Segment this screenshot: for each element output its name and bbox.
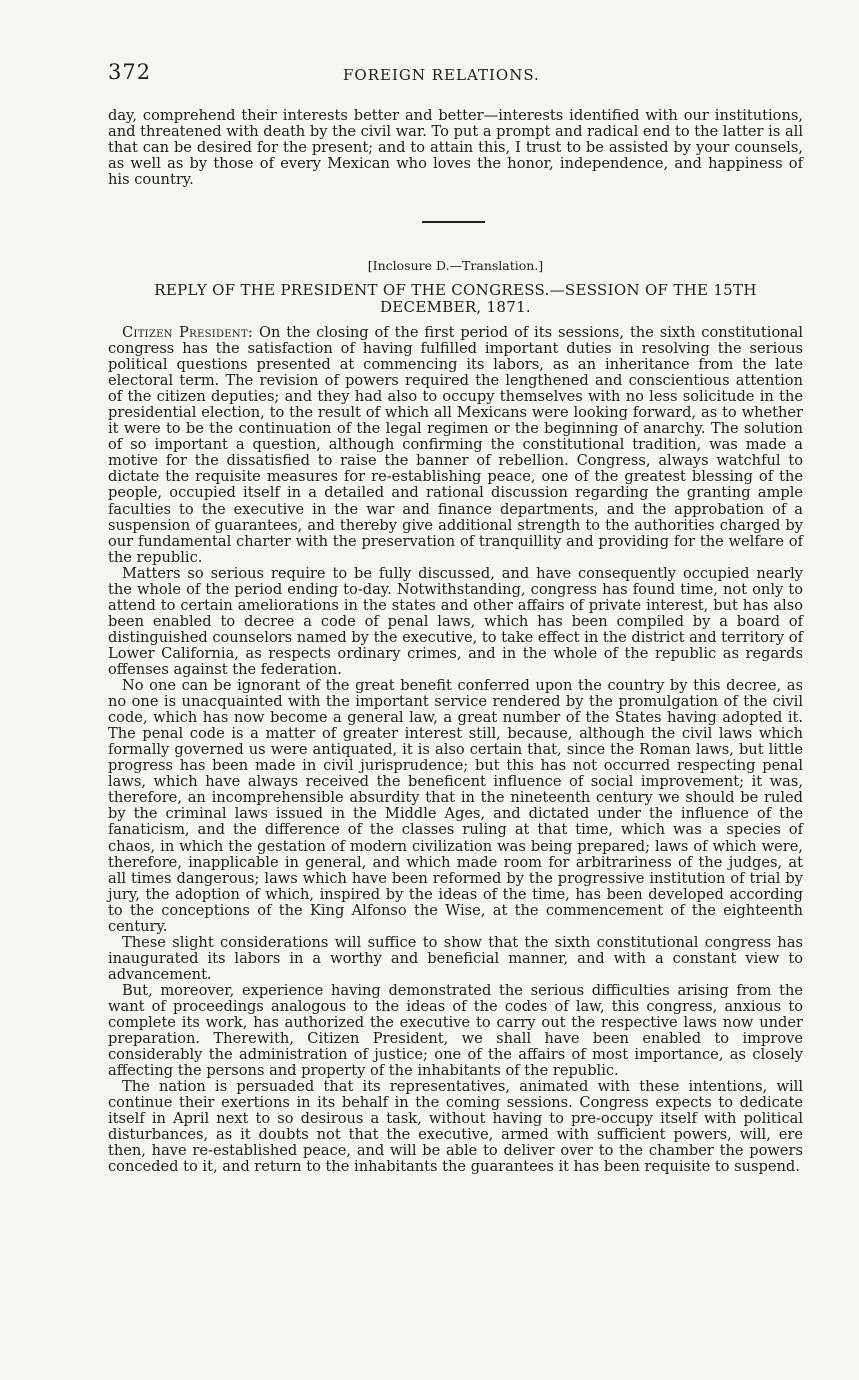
page-number: 372 [108,60,152,84]
body-paragraph-1 [108,325,803,566]
section-divider [422,221,485,223]
intro-paragraph: day, comprehend their interests better and better—interests identified with our institutions, and threatened with death by the civil war. To put a prompt and radical end to the latter is all that can be desired for the present; and to attain this, I trust to be assisted by your counsels, as well as by those of every Mexican who loves the honor, independence, and happiness of his country. [108,107,803,189]
body-text [108,325,803,1175]
running-head: FOREIGN RELATIONS. [343,66,540,84]
body-paragraph-3: No one can be ignorant of the great benefit conferred upon the country by this decree, as no one is unacquainted with the important service rendered by the promulgation of the civil code, which has now become a general law, a great number of the States having adopted it. The penal code is a matter of greater interest still, because, although the civil laws which formally governed us were antiquated, it is also certain that, since the Roman laws, but little progress has been made in civil jurisprudence; but this has not occurred respecting penal laws, which have always received the beneficent influence of social improvement; it was, therefore, an incomprehensible absurdity that in the nineteenth century we should be ruled by the criminal laws issued in the Middle Ages, and dictated under the influence of the fanaticism, and the difference of the classes ruling at that time, which was a species of chaos, in which the gestation of modern civilization was being prepared; laws of which were, therefore, inapplicable in general, and which made room for arbitrariness of the judges, at all times dangerous; laws which have been reformed by the progressive institution of trial by jury, the adoption of which, inspired by the ideas of the time, has been developed according to the conceptions of the King Alfonso the Wise, at the commencement of the eighteenth century. [108,677,803,935]
body-paragraph-1-text: On the closing of the first period of its sessions, the sixth constitutional congress has the satisfaction of having fulfilled important duties in resolving the serious political questions presented at commencing its labors, as an inheritance from the late electoral term. The revision of powers required the lengthened and conscientious attention of the citizen deputies; and they had also to occupy themselves with no less solicitude in the presidential election, to the result of which all Mexicans were looking forward, as to whether it were to be the continuation of the legal regimen or the beginning of anarchy. The solution of so important a question, although confirming the constitutional tradition, was made a motive for the dissatisfied to raise the banner of rebellion. Congress, always watchful to dictate the requisite measures for re-establishing peace, one of the greatest blessing of the people, occupied itself in a detailed and rational discussion regarding the granting ample faculties to the executive in the war and finance departments, and the approbation of a suspension of guarantees, and thereby give additional strength to the authorities charged by our fundamental charter with the preservation of tranquillity and providing for the welfare of the republic. [108,324,804,566]
inclosure-label: [Inclosure D.—Translation.] [367,258,544,273]
body-paragraph-6: The nation is persuaded that its representatives, animated with these intentions, will continue their exertions in its behalf in the coming sessions. Congress expects to dedicate itself in April next to so desirous a task, without having to pre-occupy itself with political disturbances, as it doubts not that the executive, armed with sufficient powers, will, ere then, have re-established peace, and will be able to deliver over to the chamber the powers conceded to it, and return to the inhabitants the guarantees it has been requisite to suspend. [108,1078,803,1176]
body-paragraph-4: These slight considerations will suffice to show that the sixth constitutional congress has inaugurated its labors in a worthy and beneficial manner, and with a constant view to advancement. [108,933,803,983]
page-header [108,60,803,90]
document-title: REPLY OF THE PRESIDENT OF THE CONGRESS.—SESSION OF THE 15TH DECEMBER, 1871. [154,281,757,316]
body-paragraph-5: But, moreover, experience having demonstrated the serious difficulties arising from the want of proceedings analogous to the ideas of the codes of law, this congress, anxious to complete its work, has authorized the executive to carry out the respective laws now under preparation. Therewith, Citizen President, we shall have been enabled to improve considerably the administration of justice; one of the affairs of most importance, as closely affecting the persons and property of the inhabitants of the republic. [108,981,803,1080]
salutation: Citizen President: [122,324,254,341]
intro-section [108,108,803,188]
body-paragraph-2: Matters so serious require to be fully discussed, and have consequently occupied nearly the whole of the period ending to-day. Notwithstanding, congress has found time, not only to attend to certain ameliorations in the states and other affairs of private interest, but has also been enabled to decree a code of penal laws, which has been compiled by a board of distinguished counselors named by the executive, to take effect in the district and territory of Lower California, as respects ordinary crimes, and in the whole of the republic as regards offenses against the federation. [108,564,803,678]
